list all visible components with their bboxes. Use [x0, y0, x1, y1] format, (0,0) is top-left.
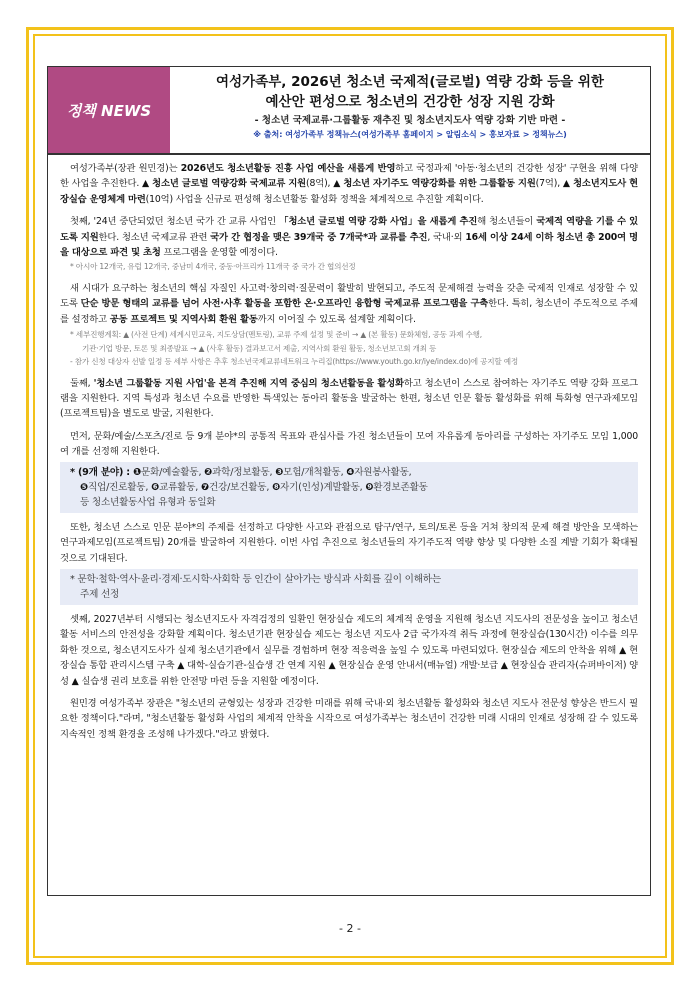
field-health: 건강/보건활동 [208, 481, 267, 493]
field-culture: 문화/예술활동 [141, 466, 199, 478]
field-career: 직업/진로활동 [87, 481, 146, 493]
paragraph-second-group: 둘째, '청소년 그룹활동 지원 사업'을 본격 추진해 지역 중심의 청소년활동을 활성화하고 청소년이 스스로 참여하는 자기주도 역량 강화 프로그램을 지원한다. 지역 특성과 청소년 수요를 반영한 특색있는 동아리 활동을 발굴하는 한편, 청소년 인문 활동 활성화를 위해 특화형 연구과제모임(프로젝트팀)을 별도로 발굴, 지원한다. [60, 377, 638, 420]
paragraph-exchange-program: 새 시대가 요구하는 청소년의 핵심 자질인 사고력·창의력·질문력이 활발히 발현되고, 주도적 문제해결 능력을 갖춘 국제적 인재로 성장할 수 있도록 단순 방문 형태의 교류를 넘어 사전·사후 활동을 포함한 온·오프라인 융합형 국제교류 프로그램을 구축한다. 특히, 청소년이 주도적으로 주제를 설정하고 공동 프로젝트 및 지역사회 환원 활동까지 이어질 수 있도록 설계할 계획이다. [60, 282, 639, 325]
paragraph-third-practicum: 셋째, 2027년부터 시행되는 청소년지도사 자격검정의 일환인 현장실습 제도의 체계적 운영을 지원해 청소년 지도사의 전문성을 높이고 청소년활동 서비스의 안전성을 강화할 계획이다. 청소년기관 현장실습 제도는 청소년 지도사 2급 국가자격 취득 과정에 현장실습(130시간) 이수를 의무화한 것으로, 청소년지도사가 실제 청소년기관에서 실무를 경험하며 현장 적응력을 높일 수 있도록 마련되었다. 현장실습 제도의 안착을 위해 ▲ 현장실습 통합 관리시스템 구축 ▲ 대학-실습기관-실습생 간 연계 지원 ▲ 현장실습 운영 안내서(매뉴얼) 개발·보급 ▲ 현장실습 관리자(슈퍼바이저) 양성 ▲ 실습생 권리 보호를 위한 안전망 마련 등을 지원할 예정이다. [60, 613, 638, 687]
paragraph-first-global: 첫째, '24년 중단되었던 청소년 국가 간 교류 사업인 「청소년 글로벌 역량 강화 사업」을 새롭게 추진해 청소년들이 국제적 역량을 기를 수 있도록 지원한다. 청소년 국제교류 관련 국가 간 협정을 맺은 39개국 중 7개국*과 교류를 추진, 국내·외 16세 이상 24세 이하 청소년 총 200여 명을 대상으로 파견 및 초청 프로그램을 운영할 예정이다. [60, 216, 639, 259]
article-body [47, 154, 651, 896]
field-adventure: 모험/개척활동 [283, 466, 341, 478]
field-science: 과학/정보활동 [212, 466, 270, 478]
humanities-line-2: 주제 선정 [80, 588, 120, 600]
subtitle: - 청소년 국제교류·그룹활동 재추진 및 청소년지도사 역량 강화 기반 마련 - [254, 115, 566, 126]
field-exchange: 교류활동 [159, 481, 196, 493]
paragraph-nine-fields: 먼저, 문화/예술/스포츠/진로 등 9개 분야*의 공통적 목표와 관심사를 가진 청소년들이 모여 자유롭게 동아리를 구성하는 자기주도 모임 1,000여 개를 선정해 지원한다. [60, 430, 638, 458]
paragraph-minister-quote: 원민경 여성가족부 장관은 "청소년의 균형있는 성장과 건강한 미래를 위해 국내·외 청소년활동 활성화와 청소년 지도사 전문성 향상은 반드시 필요한 정책이다."라며, "청소년활동 활성화 사업의 체계적 안착을 시작으로 여성가족부는 청소년이 건강한 미래 시대의 인재로 성장해 갈 수 있도록 지속적인 정책 환경을 조성해 나가겠다."라고 밝혔다. [60, 697, 638, 740]
fields-tail: 등 청소년활동사업 유형과 동일화 [80, 496, 216, 508]
title-line-2: 예산안 편성으로 청소년의 건강한 성장 지원 강화 [265, 94, 555, 110]
countries-footnote: * 아시아 12개국, 유럽 12개국, 중남미 4개국, 중동·아프리카 11개국 중 국가 간 협의선정 [70, 262, 356, 272]
application-note: - 참가 신청 대상자 선발 일정 등 세부 사항은 추후 청소년국제교류네트워크 누리집(https://www.youth.go.kr/iye/index.do)에 공지할 예정 [70, 357, 518, 367]
detail-plan-note-cont: 기관·기업 방문, 토론 및 최종발표 → ▲ (사후 활동) 결과보고서 제출, 지역사회 환원 활동, 청소년보고회 개최 등 [82, 343, 437, 353]
detail-plan-note: * 세부진행계획: ▲ (사전 단계) 세계시민교육, 지도상담(멘토링), 교류 주제 설정 및 준비 → ▲ (본 활동) 문화체험, 공동 과제 수행, [70, 330, 482, 340]
humanities-box [60, 569, 638, 605]
fields-prefix: * (9개 분야) : [70, 466, 134, 478]
paragraph-project-team: 또한, 청소년 스스로 인문 분야*의 주제를 선정하고 다양한 사고와 관점으로 탐구/연구, 토의/토론 등을 거쳐 창의적 문제 해결 방안을 모색하는 연구과제모임(프로젝트팀) 20개를 발굴하여 지원한다. 이번 사업 추진으로 청소년들의 자기주도적 역량 향상 및 다양한 소질 계발 기회가 확대될 것으로 기대된다. [60, 521, 638, 564]
paragraph-intro: 여성가족부(장관 원민경)는 2026년도 청소년활동 진흥 사업 예산을 새롭게 반영하고 국정과제 '아동·청소년의 건강한 성장' 구현을 위해 다양한 사업을 추진한다. ▲ 청소년 글로벌 역량강화 국제교류 지원(8억), ▲ 청소년 자기주도 역량강화를 위한 그룹활동 지원(7억), ▲ 청소년지도사 현장실습 운영체계 마련(10억) 사업을 신규로 편성해 청소년활동 활성화 정책을 체계적으로 추진할 계획이다. [60, 163, 639, 205]
field-environment: 환경보존활동 [373, 481, 428, 493]
page-number: - 2 - [339, 922, 361, 935]
header-text-block [170, 67, 650, 153]
title-line-1: 여성가족부, 2026년 청소년 국제적(글로벌) 역량 강화 등을 위한 [216, 74, 604, 90]
policy-news-label: 정책 NEWS [48, 67, 170, 153]
field-self-development: 자기(인성)계발활동 [280, 481, 360, 493]
nine-fields-box: * (9개 분야) : ❶문화/예술활동, ❷과학/정보활동, ❸모험/개척활동, ❹자원봉사활동, ❺직업/진로활동, ❻교류활동, ❼건강/보건활동, ❽자기(인성)계발활동, ❾환경보존활동 등 청소년활동사업 유형과 동일화 [60, 462, 638, 513]
field-volunteer: 자원봉사활동 [354, 466, 409, 478]
source-note: ※ 출처: 여성가족부 정책뉴스(여성가족부 홈페이지 > 알림소식 > 홍보자료 > 정책뉴스) [253, 130, 567, 139]
news-header [47, 66, 651, 154]
humanities-line-1: * 문학·철학·역사·윤리·경제·도시학·사회학 등 인간이 살아가는 방식과 사회를 깊이 이해하는 [70, 573, 441, 585]
